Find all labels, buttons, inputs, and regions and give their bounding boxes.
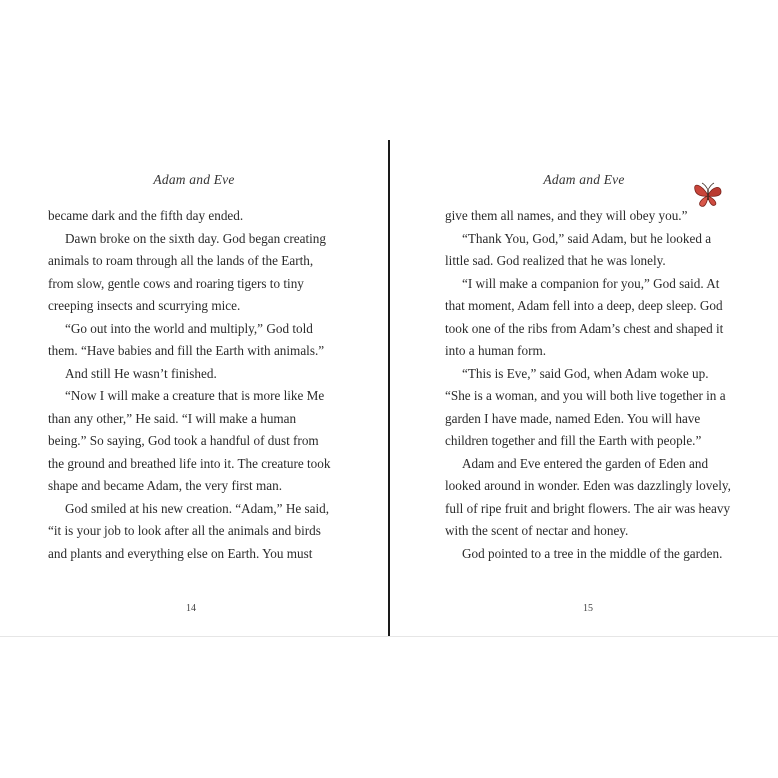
right-page-text bbox=[445, 205, 741, 565]
text-line: children together and fill the Earth with people.” bbox=[445, 433, 702, 448]
bottom-edge-rule bbox=[0, 636, 778, 637]
text-line: being.” So saying, God took a handful of dust from bbox=[48, 433, 319, 448]
text-line: from slow, gentle cows and roaring tigers to tiny bbox=[48, 275, 304, 291]
text-line: them. “Have babies and fill the Earth with animals.” bbox=[48, 343, 325, 358]
page-number-right: 15 bbox=[583, 603, 593, 614]
right-page bbox=[390, 0, 778, 778]
text-line: the ground and breathed life into it. The creature took bbox=[48, 455, 331, 471]
text-line: give them all names, and they will obey you.” bbox=[445, 208, 688, 223]
left-page bbox=[0, 0, 388, 778]
text-line: into a human form. bbox=[445, 343, 547, 358]
text-line: garden I have made, named Eden. You will have bbox=[445, 410, 701, 426]
text-line: looked around in wonder. Eden was dazzlingly lovely, bbox=[445, 478, 731, 493]
text-line: than any other,” He said. “I will make a human bbox=[48, 410, 297, 426]
text-line: shape and became Adam, the very first man. bbox=[48, 478, 282, 493]
text-line: God pointed to a tree in the middle of the garden. bbox=[462, 545, 723, 561]
page-number-left: 14 bbox=[186, 603, 196, 614]
text-line: “Thank You, God,” said Adam, but he looked a bbox=[462, 230, 712, 246]
text-line: Dawn broke on the sixth day. God began creating bbox=[65, 230, 326, 246]
text-line: “Go out into the world and multiply,” God told bbox=[65, 320, 313, 336]
text-line: “This is Eve,” said God, when Adam woke up. bbox=[462, 365, 709, 381]
text-line: God smiled at his new creation. “Adam,” He said, bbox=[65, 500, 330, 516]
text-line: “it is your job to look after all the animals and birds bbox=[48, 523, 321, 538]
text-line: And still He wasn’t finished. bbox=[65, 365, 217, 381]
running-head-right: Adam and Eve bbox=[543, 172, 625, 187]
text-line: took one of the ribs from Adam’s chest and shaped it bbox=[445, 320, 724, 336]
text-line: creeping insects and scurrying mice. bbox=[48, 298, 241, 313]
text-line: became dark and the fifth day ended. bbox=[48, 208, 244, 223]
text-line: animals to roam through all the lands of the Earth, bbox=[48, 253, 314, 268]
left-page-text bbox=[48, 205, 340, 565]
text-line: Adam and Eve entered the garden of Eden and bbox=[462, 455, 709, 471]
text-line: full of ripe fruit and bright flowers. The air was heavy bbox=[445, 500, 731, 516]
text-line: with the scent of nectar and honey. bbox=[445, 523, 629, 538]
text-line: “She is a woman, and you will both live together in a bbox=[445, 388, 726, 403]
running-head-left: Adam and Eve bbox=[153, 172, 235, 187]
text-line: little sad. God realized that he was lonely. bbox=[445, 253, 666, 268]
text-line: that moment, Adam fell into a deep, deep sleep. God bbox=[445, 298, 723, 313]
text-line: “I will make a companion for you,” God said. At bbox=[462, 275, 720, 291]
text-line: “Now I will make a creature that is more like Me bbox=[65, 388, 325, 403]
text-line: and plants and everything else on Earth. You must bbox=[48, 545, 313, 561]
